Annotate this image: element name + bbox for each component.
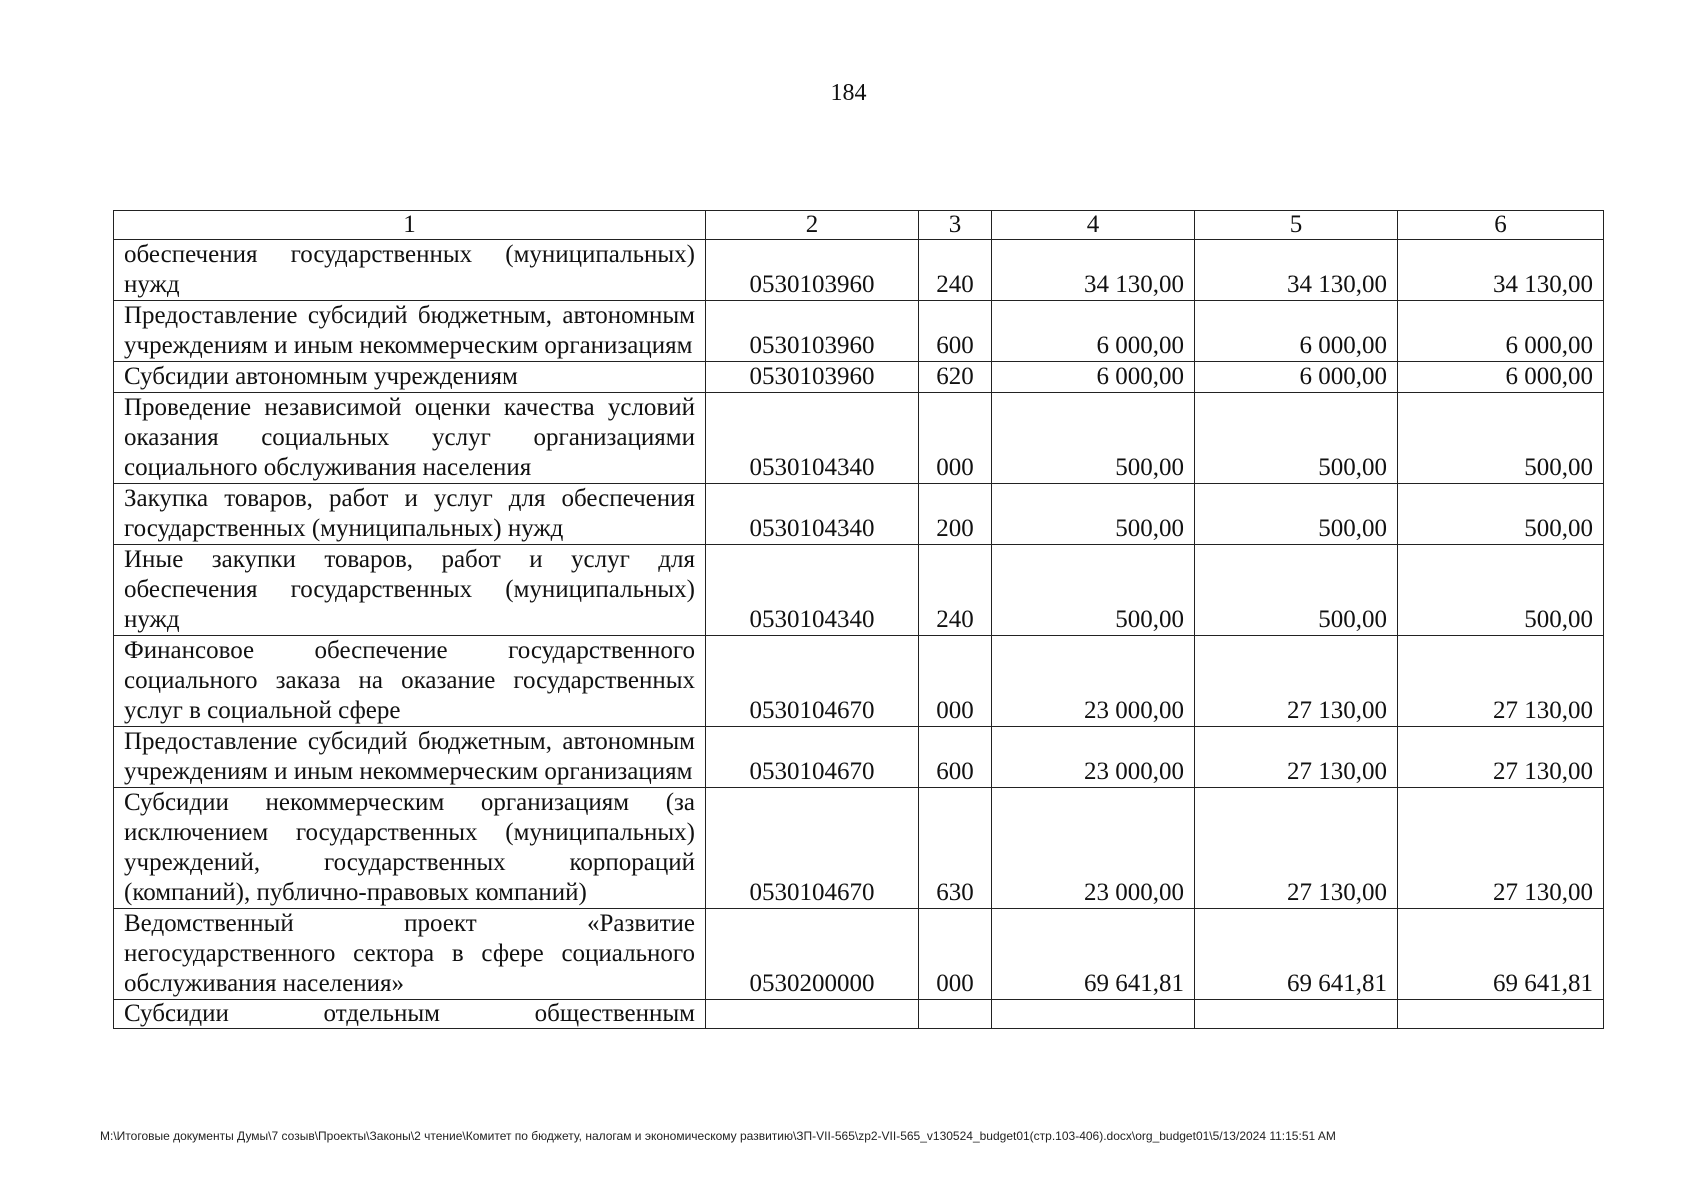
expense-type-cell: 630 (919, 788, 992, 909)
expense-type-cell: 000 (919, 393, 992, 484)
target-code-cell: 0530103960 (706, 362, 919, 393)
amount-cell-col5: 500,00 (1195, 484, 1398, 545)
table-row (114, 788, 1604, 909)
amount-cell-col6: 34 130,00 (1398, 240, 1604, 301)
page-number: 184 (830, 80, 867, 106)
expense-type-cell: 240 (919, 545, 992, 636)
amount-cell-col6: 500,00 (1398, 484, 1604, 545)
amount-cell-col6: 27 130,00 (1398, 636, 1604, 727)
column-header: 2 (706, 211, 919, 240)
table-row (114, 484, 1604, 545)
item-name-cell: Закупка товаров, работ и услуг для обеспечения государственных (муниципальных) нужд (114, 484, 706, 545)
expense-type-cell: 240 (919, 240, 992, 301)
expense-type-cell: 600 (919, 301, 992, 362)
amount-cell-col4: 23 000,00 (992, 636, 1195, 727)
column-header: 5 (1195, 211, 1398, 240)
amount-cell-col5: 6 000,00 (1195, 301, 1398, 362)
document-path-footer: M:\Итоговые документы Думы\7 созыв\Проекты\Законы\2 чтение\Комитет по бюджету, налогам и экономическому развитию\ЗП-VII-565\zp2-VII-565_v130524_budget01(стр.103-406).docx\org_budget01\5/13/2024 11:15:51 AM (100, 1129, 1336, 1143)
amount-cell-col5: 34 130,00 (1195, 240, 1398, 301)
item-name-cell: Предоставление субсидий бюджетным, автономным учреждениям и иным некоммерческим организациям (114, 727, 706, 788)
item-name-cell: Финансовое обеспечение государственного социального заказа на оказание государственных услуг в социальной сфере (114, 636, 706, 727)
budget-table (113, 210, 1604, 1029)
amount-cell-col4: 69 641,81 (992, 909, 1195, 1000)
target-code-cell: 0530104340 (706, 484, 919, 545)
column-number-row (114, 211, 1604, 240)
expense-type-cell: 600 (919, 727, 992, 788)
expense-type-cell: 000 (919, 909, 992, 1000)
amount-cell-col6: 6 000,00 (1398, 301, 1604, 362)
table-row (114, 636, 1604, 727)
table-row (114, 362, 1604, 393)
table-row (114, 393, 1604, 484)
column-header: 3 (919, 211, 992, 240)
item-name-cell: Иные закупки товаров, работ и услуг для обеспечения государственных (муниципальных) нужд (114, 545, 706, 636)
item-name-cell: Ведомственный проект «Развитие негосударственного сектора в сфере социального обслуживания населения» (114, 909, 706, 1000)
target-code-cell: 0530104670 (706, 636, 919, 727)
item-name-cell: Субсидии некоммерческим организациям (за исключением государственных (муниципальных) учреждений, государственных корпораций (компаний), публично-правовых компаний) (114, 788, 706, 909)
expense-type-cell: 000 (919, 636, 992, 727)
column-header: 4 (992, 211, 1195, 240)
amount-cell-col5: 27 130,00 (1195, 727, 1398, 788)
target-code-cell: 0530103960 (706, 301, 919, 362)
amount-cell-col4: 6 000,00 (992, 362, 1195, 393)
amount-cell-col4: 23 000,00 (992, 788, 1195, 909)
amount-cell-col4: 500,00 (992, 545, 1195, 636)
amount-cell-col5: 27 130,00 (1195, 788, 1398, 909)
item-name-cell: обеспечения государственных (муниципальных) нужд (114, 240, 706, 301)
item-name-cell: Субсидии автономным учреждениям (114, 362, 706, 393)
target-code-cell: 0530104670 (706, 788, 919, 909)
amount-cell-col6: 69 641,81 (1398, 909, 1604, 1000)
amount-cell-col4: 6 000,00 (992, 301, 1195, 362)
amount-cell-col4: 500,00 (992, 393, 1195, 484)
amount-cell-col5: 69 641,81 (1195, 909, 1398, 1000)
amount-cell-col5 (1195, 1000, 1398, 1029)
amount-cell-col4 (992, 1000, 1195, 1029)
table-row (114, 909, 1604, 1000)
amount-cell-col6: 500,00 (1398, 393, 1604, 484)
amount-cell-col6: 500,00 (1398, 545, 1604, 636)
table-row (114, 545, 1604, 636)
amount-cell-col4: 23 000,00 (992, 727, 1195, 788)
item-name-cell: Предоставление субсидий бюджетным, автономным учреждениям и иным некоммерческим организациям (114, 301, 706, 362)
amount-cell-col6: 27 130,00 (1398, 727, 1604, 788)
table-row (114, 1000, 1604, 1029)
expense-type-cell (919, 1000, 992, 1029)
target-code-cell: 0530104340 (706, 393, 919, 484)
target-code-cell: 0530104670 (706, 727, 919, 788)
amount-cell-col5: 500,00 (1195, 545, 1398, 636)
amount-cell-col4: 34 130,00 (992, 240, 1195, 301)
amount-cell-col5: 6 000,00 (1195, 362, 1398, 393)
expense-type-cell: 620 (919, 362, 992, 393)
amount-cell-col5: 500,00 (1195, 393, 1398, 484)
amount-cell-col4: 500,00 (992, 484, 1195, 545)
amount-cell-col6 (1398, 1000, 1604, 1029)
column-header: 1 (114, 211, 706, 240)
table-row (114, 301, 1604, 362)
target-code-cell (706, 1000, 919, 1029)
column-header: 6 (1398, 211, 1604, 240)
item-name-cell: Субсидии отдельным общественным (114, 1000, 706, 1029)
target-code-cell: 0530103960 (706, 240, 919, 301)
table-row (114, 727, 1604, 788)
item-name-cell: Проведение независимой оценки качества условий оказания социальных услуг организациями социального обслуживания населения (114, 393, 706, 484)
amount-cell-col6: 6 000,00 (1398, 362, 1604, 393)
amount-cell-col5: 27 130,00 (1195, 636, 1398, 727)
amount-cell-col6: 27 130,00 (1398, 788, 1604, 909)
target-code-cell: 0530200000 (706, 909, 919, 1000)
target-code-cell: 0530104340 (706, 545, 919, 636)
table-row (114, 240, 1604, 301)
expense-type-cell: 200 (919, 484, 992, 545)
